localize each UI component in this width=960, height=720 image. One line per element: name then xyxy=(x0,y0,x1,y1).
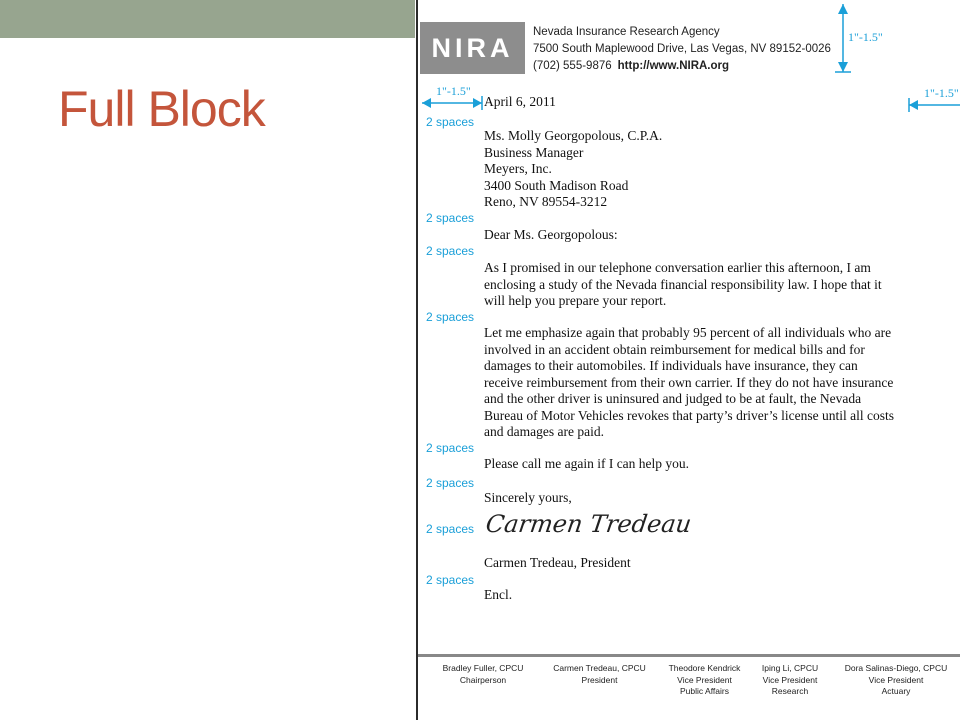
body-paragraph-2 xyxy=(484,325,914,441)
signer-name: Carmen Tredeau, President xyxy=(484,555,631,570)
paragraph-line: damages to their automobiles. If individuals have insurance, they can xyxy=(484,358,858,373)
footer-officer xyxy=(740,663,840,698)
body-paragraph-3 xyxy=(484,456,914,473)
footer-officer xyxy=(542,663,657,686)
agency-website: http://www.NIRA.org xyxy=(617,60,730,72)
officer-name: Iping Li, CPCU xyxy=(761,663,819,673)
letter-page xyxy=(416,0,960,720)
officer-title: President xyxy=(581,674,618,685)
paragraph-line: and the other driver is uninsured and judged to be at fault, the Nevada xyxy=(484,391,862,406)
spacing-label: 2 spaces xyxy=(426,522,475,536)
inside-address xyxy=(484,128,662,211)
spacing-label: 2 spaces xyxy=(426,244,475,258)
slide-title: Full Block xyxy=(58,81,265,137)
officer-title: Actuary xyxy=(881,686,911,696)
footer-rule xyxy=(418,654,960,657)
paragraph-line: receive reimbursement from their own carrier. If they do not have insurance xyxy=(484,374,894,390)
officer-name: Dora Salinas-Diego, CPCU xyxy=(844,663,948,673)
address-line: Meyers, Inc. xyxy=(484,161,552,176)
enclosure-notation: Encl. xyxy=(484,587,513,602)
left-margin-arrow xyxy=(420,96,486,110)
paragraph-line: enclosing a study of the Nevada financial responsibility law. I hope that it xyxy=(484,276,882,292)
top-margin-label: 1"-1.5" xyxy=(848,30,883,44)
agency-phone: (702) 555-9876 xyxy=(533,60,612,72)
officer-title: Vice President xyxy=(677,674,732,685)
handwritten-signature: Carmen Tredeau xyxy=(484,510,694,538)
address-line: Reno, NV 89554-3212 xyxy=(484,194,608,209)
paragraph-line: Let me emphasize again that probably 95 percent of all individuals who are xyxy=(484,325,892,340)
spacing-label: 2 spaces xyxy=(426,310,475,324)
officer-title: Chairperson xyxy=(459,674,507,685)
officer-title: Vice President xyxy=(868,674,924,685)
paragraph-line: Bureau of Motor Vehicles revokes that party’s driver’s license until all costs xyxy=(484,407,895,423)
nira-logo: NIRA xyxy=(420,22,525,74)
paragraph-line: will help you prepare your report. xyxy=(484,293,667,308)
address-line: Ms. Molly Georgopolous, C.P.A. xyxy=(484,128,663,143)
letterhead-text xyxy=(533,24,831,75)
officer-name: Theodore Kendrick xyxy=(668,663,741,673)
paragraph-line: involved in an accident obtain reimbursement for medical bills and for xyxy=(484,341,865,357)
spacing-label: 2 spaces xyxy=(426,115,475,129)
agency-address: 7500 South Maplewood Drive, Las Vegas, NV 89152-0026 xyxy=(533,43,831,55)
slide-header-bar xyxy=(0,0,415,38)
body-paragraph-1 xyxy=(484,260,914,310)
spacing-label: 2 spaces xyxy=(426,211,475,225)
paragraph-line: Please call me again if I can help you. xyxy=(484,456,690,471)
footer-officer xyxy=(428,663,538,686)
agency-name: Nevada Insurance Research Agency xyxy=(533,26,720,38)
agency-contact xyxy=(533,58,831,75)
spacing-label: 2 spaces xyxy=(426,441,475,455)
left-margin-label: 1"-1.5" xyxy=(436,84,471,98)
right-margin-label: 1"-1.5" xyxy=(924,86,959,100)
paragraph-line: and damages are paid. xyxy=(484,424,604,439)
letter-date: April 6, 2011 xyxy=(484,94,556,109)
footer-officer xyxy=(836,663,956,698)
officer-title: Research xyxy=(771,686,809,696)
salutation: Dear Ms. Georgopolous: xyxy=(484,227,618,242)
officer-title: Vice President xyxy=(762,674,818,685)
address-line: Business Manager xyxy=(484,144,584,160)
address-line: 3400 South Madison Road xyxy=(484,177,629,193)
officer-name: Bradley Fuller, CPCU xyxy=(442,663,524,673)
officer-title: Public Affairs xyxy=(680,686,729,696)
right-margin-arrow xyxy=(906,98,960,112)
complimentary-close: Sincerely yours, xyxy=(484,490,572,505)
spacing-label: 2 spaces xyxy=(426,476,475,490)
spacing-label: 2 spaces xyxy=(426,573,475,587)
paragraph-line: As I promised in our telephone conversation earlier this afternoon, I am xyxy=(484,260,871,275)
officer-name: Carmen Tredeau, CPCU xyxy=(553,663,646,673)
